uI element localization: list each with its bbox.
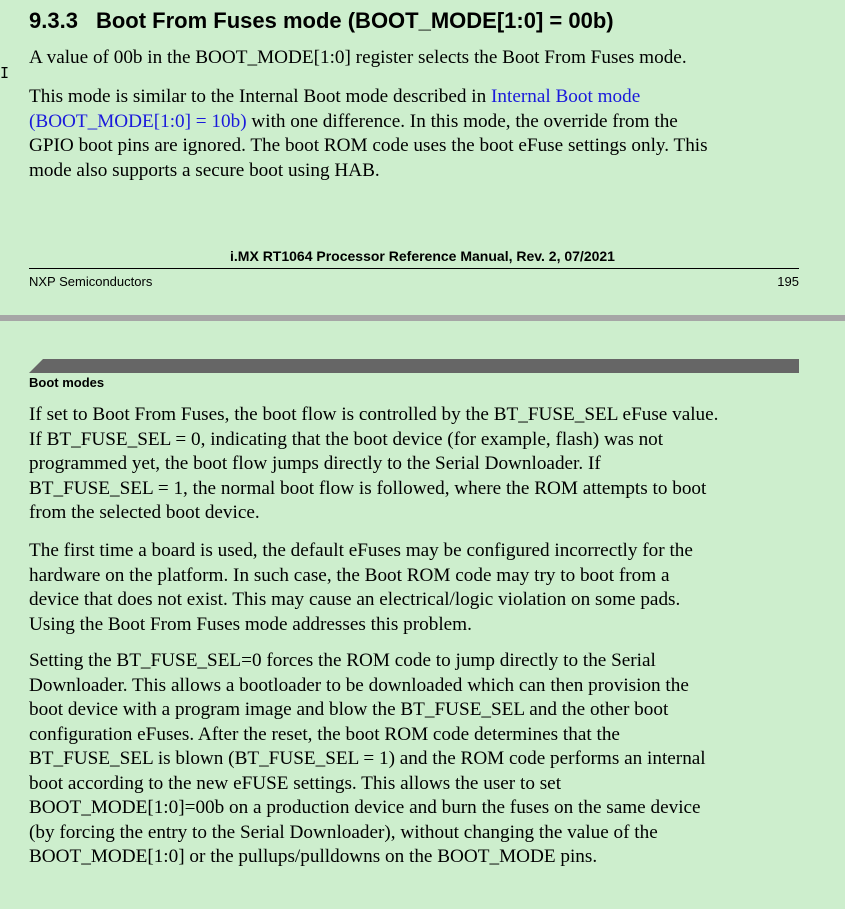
para2-line2-text: with one difference. In this mode, the override from the: [246, 110, 678, 132]
section-title: Boot From Fuses mode (BOOT_MODE[1:0] = 00b): [95, 8, 614, 33]
para2-line4: mode also supports a secure boot using HAB.: [29, 159, 380, 181]
paragraph-first-board-use: [29, 539, 693, 637]
para2-line3: GPIO boot pins are ignored. The boot ROM code uses the boot eFuse settings only. This: [29, 135, 708, 156]
pdf-page-top: [0, 0, 845, 315]
text-line: BT_FUSE_SEL = 1, the normal boot flow is followed, where the ROM attempts to boot: [29, 477, 707, 499]
text-line: from the selected boot device.: [29, 502, 260, 523]
internal-boot-mode-link[interactable]: Internal Boot mode: [491, 86, 641, 107]
text-line: Using the Boot From Fuses mode addresses this problem.: [29, 613, 472, 635]
page-header-bar: [29, 359, 799, 373]
text-line: (by forcing the entry to the Serial Downloader), without changing the value of the: [29, 821, 658, 843]
running-header-label: Boot modes: [29, 375, 105, 390]
text-line: The first time a board is used, the default eFuses may be configured incorrectly for the: [29, 540, 693, 561]
text-line: BT_FUSE_SEL is blown (BT_FUSE_SEL = 1) and the ROM code performs an internal: [29, 748, 706, 769]
text-line: configuration eFuses. After the reset, the boot ROM code determines that the: [29, 723, 620, 745]
text-line: Downloader. This allows a bootloader to be downloaded which can then provision the: [29, 674, 689, 696]
footer-company: NXP Semiconductors: [29, 274, 153, 289]
section-number: 9.3.3: [29, 8, 78, 33]
paragraph-boot-mode-value: A value of 00b in the BOOT_MODE[1:0] register selects the Boot From Fuses mode.: [29, 47, 687, 68]
text-line: boot according to the new eFUSE settings. This allows the user to set: [29, 772, 562, 794]
text-line: BOOT_MODE[1:0]=00b on a production device and burn the fuses on the same device: [29, 797, 701, 818]
para2-intro-text: This mode is similar to the Internal Boot mode described in: [29, 86, 492, 107]
footer-manual-title: i.MX RT1064 Processor Reference Manual, Rev. 2, 07/2021: [230, 248, 615, 264]
footer-page-number: 195: [777, 274, 799, 289]
text-line: Setting the BT_FUSE_SEL=0 forces the ROM code to jump directly to the Serial: [29, 650, 656, 671]
text-line: hardware on the platform. In such case, the Boot ROM code may try to boot from a: [29, 564, 670, 586]
text-line: BOOT_MODE[1:0] or the pullups/pulldowns on the BOOT_MODE pins.: [29, 846, 598, 867]
text-line: If BT_FUSE_SEL = 0, indicating that the boot device (for example, flash) was not: [29, 428, 664, 450]
text-line: device that does not exist. This may cause an electrical/logic violation on some pads.: [29, 589, 681, 610]
text-cursor-icon: I: [0, 64, 10, 82]
footer-rule: [29, 268, 799, 269]
paragraph-fuse-sel-flow: [29, 403, 718, 526]
section-heading: [29, 7, 614, 35]
pdf-page-bottom: [0, 321, 845, 909]
paragraph-fuse-sel-zero: [29, 649, 706, 870]
text-line: boot device with a program image and blow the BT_FUSE_SEL and the other boot: [29, 699, 669, 720]
internal-boot-mode-link-continued[interactable]: (BOOT_MODE[1:0] = 10b): [29, 110, 247, 132]
text-line: programmed yet, the boot flow jumps directly to the Serial Downloader. If: [29, 453, 601, 474]
paragraph-internal-boot-similarity: [29, 85, 708, 183]
text-line: If set to Boot From Fuses, the boot flow is controlled by the BT_FUSE_SEL eFuse value.: [29, 404, 719, 425]
